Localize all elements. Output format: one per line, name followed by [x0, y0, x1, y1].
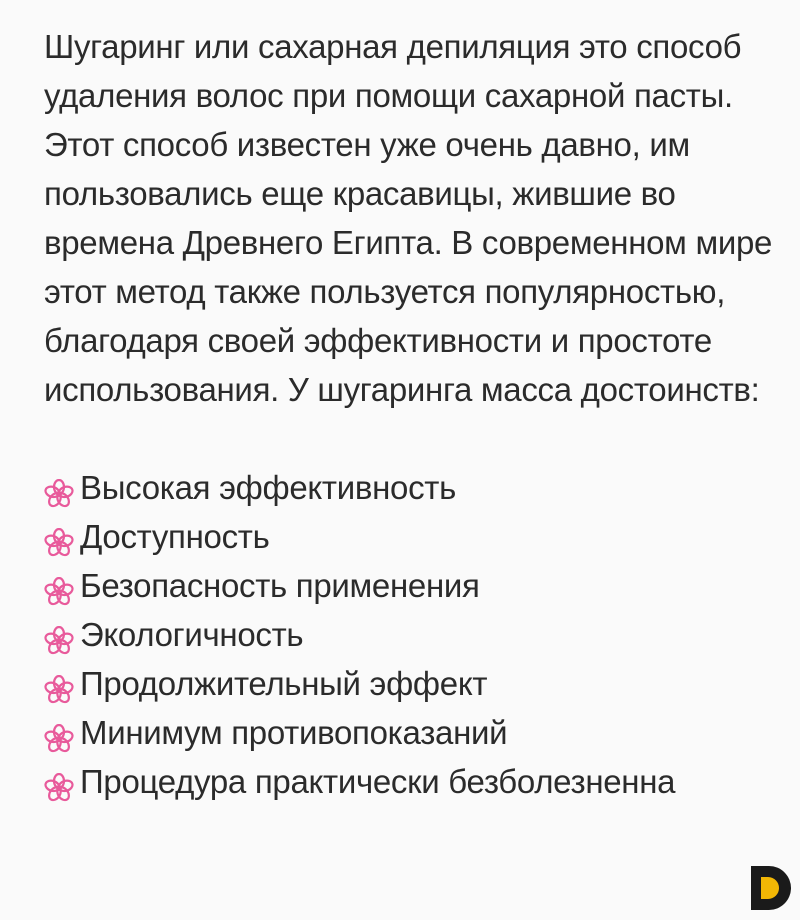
advantages-list [44, 463, 774, 806]
list-item-label: Процедура практически безболезненна [80, 763, 676, 800]
list-item [44, 659, 774, 708]
brand-logo-icon [745, 862, 795, 914]
flower-icon [44, 718, 74, 748]
flower-icon [44, 522, 74, 552]
list-item-label: Высокая эффективность [80, 469, 456, 506]
list-item [44, 561, 774, 610]
list-item-label: Минимум противопоказаний [80, 714, 508, 751]
intro-paragraph: Шугаринг или сахарная депиляция это способ удаления волос при помощи сахарной пасты. Этот способ известен уже очень давно, им пользовались еще красавицы, жившие во времена Древнего Египта. В современном мире этот метод также пользуется популярностью, благодаря своей эффективности и простоте использования. У шугаринга масса достоинств: [44, 28, 773, 408]
list-item-label: Доступность [80, 518, 270, 555]
flower-icon [44, 767, 74, 797]
list-item-label: Безопасность применения [80, 567, 480, 604]
list-item-label: Экологичность [80, 616, 304, 653]
flower-icon [44, 620, 74, 650]
list-item [44, 512, 774, 561]
list-item [44, 463, 774, 512]
list-item [44, 757, 774, 806]
list-item [44, 610, 774, 659]
flower-icon [44, 473, 74, 503]
flower-icon [44, 571, 74, 601]
list-item-label: Продолжительный эффект [80, 665, 488, 702]
article-body [44, 22, 774, 806]
list-item [44, 708, 774, 757]
flower-icon [44, 669, 74, 699]
